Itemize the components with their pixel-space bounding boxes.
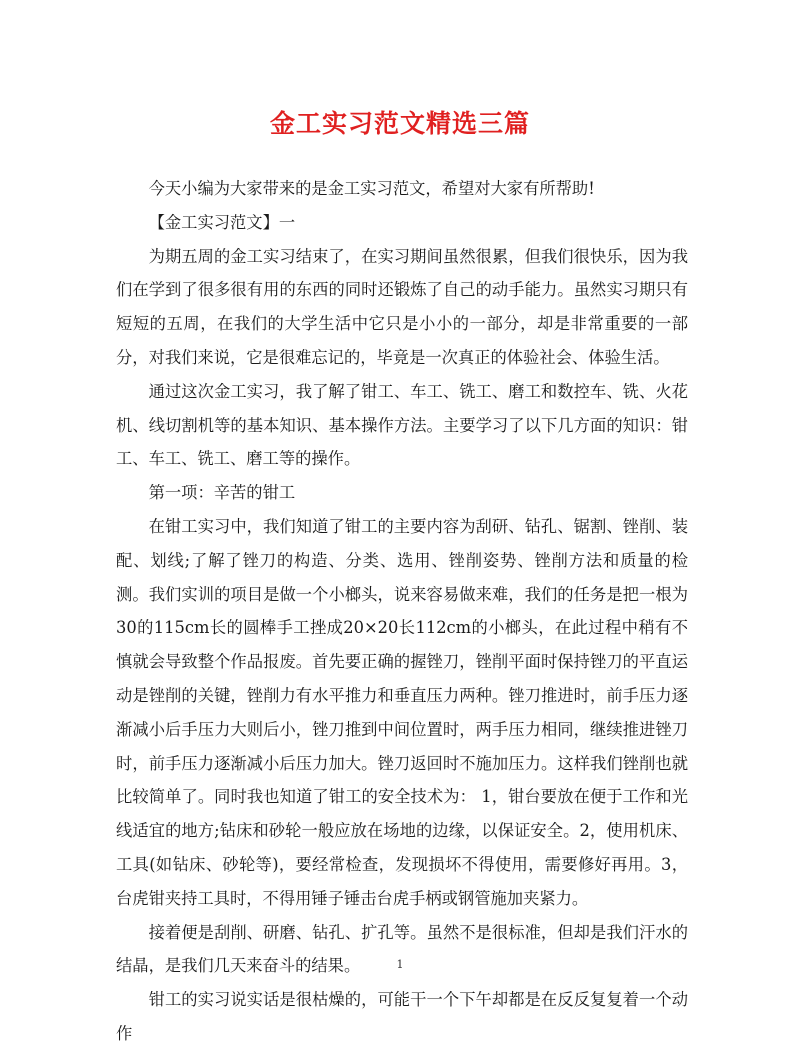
paragraph: 通过这次金工实习，我了解了钳工、车工、铣工、磨工和数控车、铣、火花机、线切割机等的基本知识、基本操作方法。主要学习了以下几方面的知识：钳工、车工、铣工、磨工等的操作。 bbox=[116, 381, 688, 469]
page-number: 1 bbox=[396, 958, 404, 971]
paragraph: 钳工的实习说实话是很枯燥的，可能干一个下午却都是在反反复复着一个动作 bbox=[116, 990, 688, 1043]
document-body bbox=[116, 172, 688, 1051]
paragraph: 为期五周的金工实习结束了，在实习期间虽然很累，但我们很快乐，因为我们在学到了很多很有用的东西的同时还锻炼了自己的动手能力。虽然实习期只有短短的五周，在我们的大学生活中它只是小小的一部分，却是非常重要的一部分，对我们来说，它是很难忘记的，毕竟是一次真正的体验社会、体验生活。 bbox=[116, 246, 688, 367]
subheading-fitter: 第一项：辛苦的钳工 bbox=[148, 483, 296, 503]
paragraph: 接着便是刮削、研磨、钻孔、扩孔等。虽然不是很标准，但却是我们汗水的结晶，是我们几天来奋斗的结果。 bbox=[116, 922, 688, 976]
paragraph-intro: 今天小编为大家带来的是金工实习范文，希望对大家有所帮助! bbox=[148, 179, 595, 198]
document-title: 金工实习范文精选三篇 bbox=[269, 109, 530, 138]
paragraph: 在钳工实习中，我们知道了钳工的主要内容为刮研、钻孔、锯割、锉削、装配、划线;了解了锉刀的构造、分类、选用、锉削姿势、锉削方法和质量的检测。我们实训的项目是做一个小榔头，说来容易做来难，我们的任务是把一根为30的115cm长的圆棒手工挫成20×20长112cm的小榔头，在此过程中稍有不慎就会导致整个作品报废。首先要正确的握锉刀，锉削平面时保持锉刀的平直运动是锉削的关键，锉削力有水平推力和垂直压力两种。锉刀推进时，前手压力逐渐减小后手压力大则后小，锉刀推到中间位置时，两手压力相同，继续推进锉刀时，前手压力逐渐减小后压力加大。锉刀返回时不施加压力。这样我们锉削也就比较简单了。同时我也知道了钳工的安全技术为： 1，钳台要放在便于工作和光线适宜的地方;钻床和砂轮一般应放在场地的边缘，以保证安全。2，使用机床、工具(如钻床、砂轮等)，要经常检查，发现损坏不得使用，需要修好再用。3，台虎钳夹持工具时，不得用锤子锤击台虎手柄或钢管施加夹紧力。 bbox=[116, 516, 688, 908]
section-heading-sample-1: 【金工实习范文】一 bbox=[148, 212, 296, 232]
